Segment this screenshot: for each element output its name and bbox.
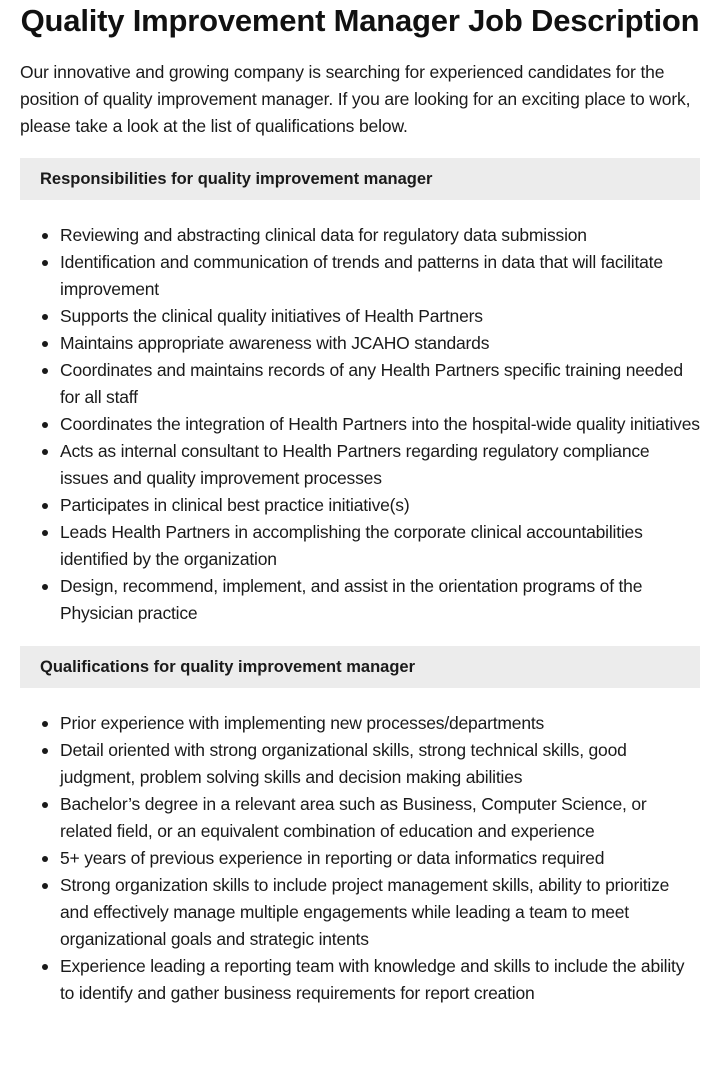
list-item-text: Acts as internal consultant to Health Partners regarding regulatory compliance issues and quality improvement processes	[60, 441, 650, 488]
list-item-text: Bachelor’s degree in a relevant area such as Business, Computer Science, or related field, or an equivalent combination of education and experience	[60, 794, 647, 841]
list-item-text: Participates in clinical best practice initiative(s)	[60, 495, 410, 515]
bullet-icon	[42, 748, 48, 754]
bullet-icon	[42, 721, 48, 727]
responsibilities-heading: Responsibilities for quality improvement manager	[20, 158, 700, 200]
list-item	[60, 953, 700, 1007]
list-item	[60, 737, 700, 791]
bullet-icon	[42, 422, 48, 428]
page-title: Quality Improvement Manager Job Description	[20, 3, 700, 38]
qualifications-list	[20, 710, 700, 1007]
list-item-text: Coordinates and maintains records of any Health Partners specific training needed for all staff	[60, 360, 683, 407]
list-item	[60, 791, 700, 845]
list-item	[60, 710, 700, 737]
bullet-icon	[42, 260, 48, 266]
list-item-text: Prior experience with implementing new processes/departments	[60, 713, 545, 733]
list-item-text: Leads Health Partners in accomplishing the corporate clinical accountabilities identified by the organization	[60, 522, 643, 569]
list-item	[60, 492, 700, 519]
list-item-text: Strong organization skills to include project management skills, ability to prioritize and effectively manage multiple engagements while leading a team to meet organizational goals and strategic intents	[60, 875, 670, 949]
bullet-icon	[42, 802, 48, 808]
list-item-text: Reviewing and abstracting clinical data for regulatory data submission	[60, 225, 587, 245]
list-item	[60, 357, 700, 411]
list-item	[60, 222, 700, 249]
list-item-text: Identification and communication of trends and patterns in data that will facilitate improvement	[60, 252, 663, 299]
list-item	[60, 872, 700, 953]
bullet-icon	[42, 964, 48, 970]
bullet-icon	[42, 530, 48, 536]
list-item	[60, 438, 700, 492]
list-item	[60, 519, 700, 573]
list-item	[60, 249, 700, 303]
bullet-icon	[42, 503, 48, 509]
list-item	[60, 330, 700, 357]
responsibilities-list	[20, 222, 700, 627]
list-item-text: Design, recommend, implement, and assist in the orientation programs of the Physician practice	[60, 576, 643, 623]
bullet-icon	[42, 449, 48, 455]
list-item-text: Coordinates the integration of Health Partners into the hospital-wide quality initiatives	[60, 414, 700, 434]
list-item-text: Maintains appropriate awareness with JCAHO standards	[60, 333, 490, 353]
list-item	[60, 573, 700, 627]
list-item-text: Supports the clinical quality initiatives of Health Partners	[60, 306, 483, 326]
qualifications-heading: Qualifications for quality improvement manager	[20, 646, 700, 688]
bullet-icon	[42, 584, 48, 590]
bullet-icon	[42, 233, 48, 239]
list-item	[60, 303, 700, 330]
bullet-icon	[42, 314, 48, 320]
list-item	[60, 411, 700, 438]
intro-paragraph: Our innovative and growing company is searching for experienced candidates for the position of quality improvement manager. If you are looking for an exciting place to work, please take a look at the list of qualifications below.	[20, 62, 691, 136]
list-item-text: Detail oriented with strong organizational skills, strong technical skills, good judgment, problem solving skills and decision making abilities	[60, 740, 627, 787]
list-item-text: Experience leading a reporting team with knowledge and skills to include the ability to identify and gather business requirements for report creation	[60, 956, 685, 1003]
bullet-icon	[42, 368, 48, 374]
list-item	[60, 845, 700, 872]
bullet-icon	[42, 341, 48, 347]
list-item-text: 5+ years of previous experience in reporting or data informatics required	[60, 848, 605, 868]
bullet-icon	[42, 856, 48, 862]
bullet-icon	[42, 883, 48, 889]
